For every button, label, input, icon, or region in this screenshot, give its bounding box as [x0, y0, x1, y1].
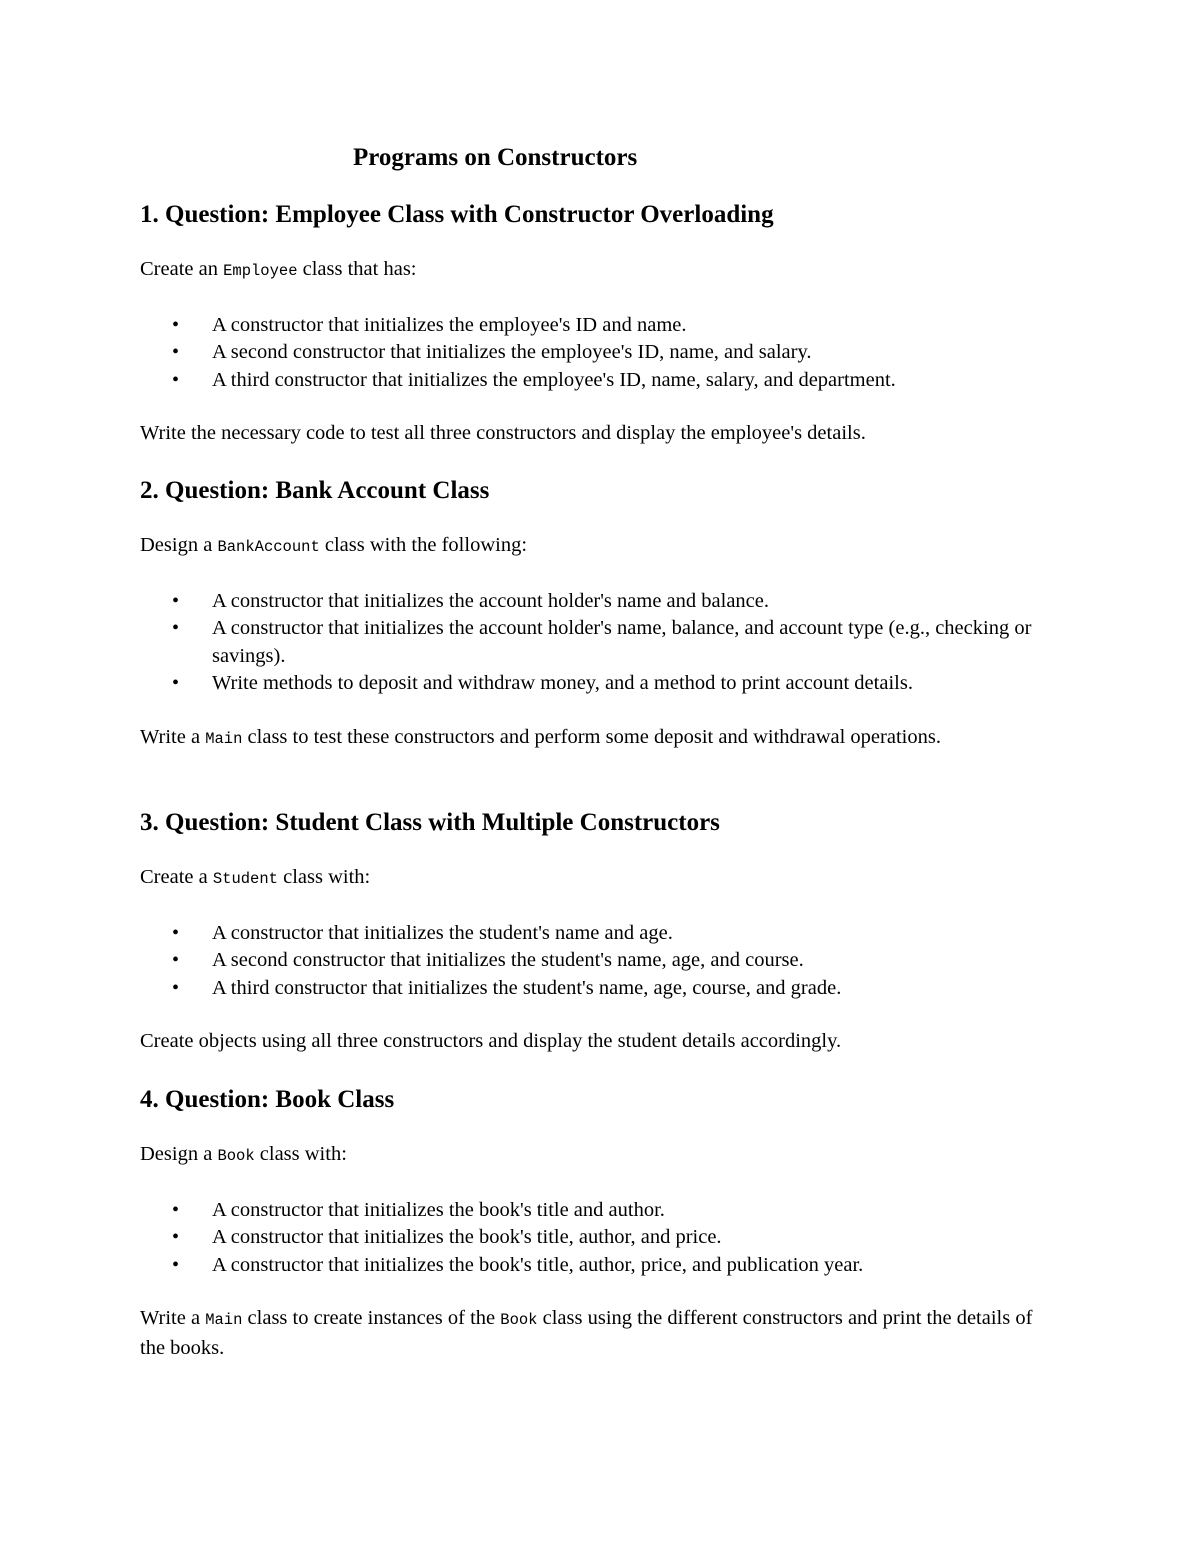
list-item-text: A constructor that initializes the employee's ID and name. — [212, 313, 687, 336]
list-item-text: A constructor that initializes the book's title, author, and price. — [212, 1226, 722, 1248]
bullet-icon: • — [172, 976, 180, 999]
bullet-icon: • — [172, 672, 180, 694]
intro-text: class that has: — [297, 258, 417, 280]
document-title: Programs on Constructors — [353, 144, 638, 171]
question-1-section — [140, 200, 1060, 448]
question-4-outro — [140, 1305, 1060, 1362]
question-2-requirements — [140, 588, 1060, 698]
class-name-code: Book — [500, 1311, 538, 1329]
question-1-requirements — [140, 312, 1060, 395]
list-item-text: A constructor that initializes the book's title and author. — [212, 1198, 665, 1221]
question-4-heading: 4. Question: Book Class — [140, 1086, 395, 1113]
intro-text: class with: — [254, 1143, 347, 1165]
intro-text: class with the following: — [319, 534, 528, 556]
question-1-heading: 1. Question: Employee Class with Constructor Overloading — [140, 201, 774, 228]
question-2-section — [140, 476, 1060, 753]
list-item-text: A constructor that initializes the student's name and age. — [212, 921, 673, 944]
question-2-intro — [140, 532, 1060, 562]
class-name-code: Student — [212, 870, 278, 888]
list-item — [140, 1197, 1060, 1225]
list-item-text: A second constructor that initializes the student's name, age, and course. — [212, 949, 804, 971]
question-3-heading: 3. Question: Student Class with Multiple Constructors — [140, 809, 720, 836]
list-item — [140, 339, 1060, 367]
bullet-icon: • — [172, 617, 180, 639]
list-item-text: A third constructor that initializes the employee's ID, name, salary, and department. — [212, 368, 896, 391]
question-3-outro: Create objects using all three constructors and display the student details accordingly. — [140, 1030, 842, 1052]
list-item — [140, 947, 1060, 975]
bullet-icon: • — [172, 921, 180, 944]
intro-text: Create a — [140, 866, 213, 888]
question-4-intro — [140, 1141, 1060, 1171]
list-item — [140, 670, 1060, 698]
question-3-intro — [140, 864, 1060, 894]
bullet-icon: • — [172, 1198, 180, 1221]
bullet-icon: • — [172, 368, 180, 391]
list-item — [140, 920, 1060, 948]
list-item — [140, 975, 1060, 1003]
intro-text: Create an — [140, 258, 224, 280]
list-item — [140, 367, 1060, 395]
bullet-icon: • — [172, 949, 180, 971]
question-3-section — [140, 808, 1060, 1056]
bullet-icon: • — [172, 313, 180, 336]
list-item — [140, 588, 1060, 616]
bullet-icon: • — [172, 1226, 180, 1248]
question-4-requirements — [140, 1197, 1060, 1280]
outro-text: Write a — [140, 725, 206, 748]
bullet-icon: • — [172, 341, 180, 363]
list-item-text: A third constructor that initializes the student's name, age, course, and grade. — [212, 976, 842, 999]
list-item-text: A constructor that initializes the account holder's name and balance. — [212, 589, 769, 612]
outro-text: class to create instances of the — [242, 1307, 501, 1329]
class-name-code: Main — [205, 1311, 243, 1329]
question-2-outro — [140, 724, 1060, 754]
class-name-code: Main — [205, 729, 243, 748]
list-item — [140, 615, 1060, 670]
list-item — [140, 312, 1060, 340]
outro-text: class using the different constructors and print the details of the books. — [140, 1307, 1033, 1359]
list-item — [140, 1252, 1060, 1280]
intro-text: Design a — [140, 1143, 218, 1165]
question-2-heading: 2. Question: Bank Account Class — [140, 477, 490, 504]
list-item-text: A constructor that initializes the book's title, author, price, and publication year. — [212, 1253, 864, 1276]
list-item-text: A constructor that initializes the account holder's name, balance, and account type (e.g., checking or savings). — [212, 617, 1032, 667]
bullet-icon: • — [172, 1253, 180, 1276]
question-4-section — [140, 1085, 1060, 1362]
bullet-icon: • — [172, 589, 180, 612]
outro-text: class to test these constructors and perform some deposit and withdrawal operations. — [242, 725, 941, 748]
class-name-code: BankAccount — [217, 538, 320, 556]
intro-text: Design a — [140, 534, 218, 556]
class-name-code: Employee — [223, 262, 298, 280]
question-3-requirements — [140, 920, 1060, 1003]
list-item-text: Write methods to deposit and withdraw money, and a method to print account details. — [212, 672, 913, 694]
class-name-code: Book — [217, 1147, 255, 1165]
question-1-outro: Write the necessary code to test all three constructors and display the employee's details. — [140, 422, 866, 444]
list-item — [140, 1224, 1060, 1252]
intro-text: class with: — [277, 866, 371, 888]
outro-text: Write a — [140, 1307, 206, 1329]
list-item-text: A second constructor that initializes the employee's ID, name, and salary. — [212, 341, 812, 363]
question-1-intro — [140, 256, 1060, 286]
